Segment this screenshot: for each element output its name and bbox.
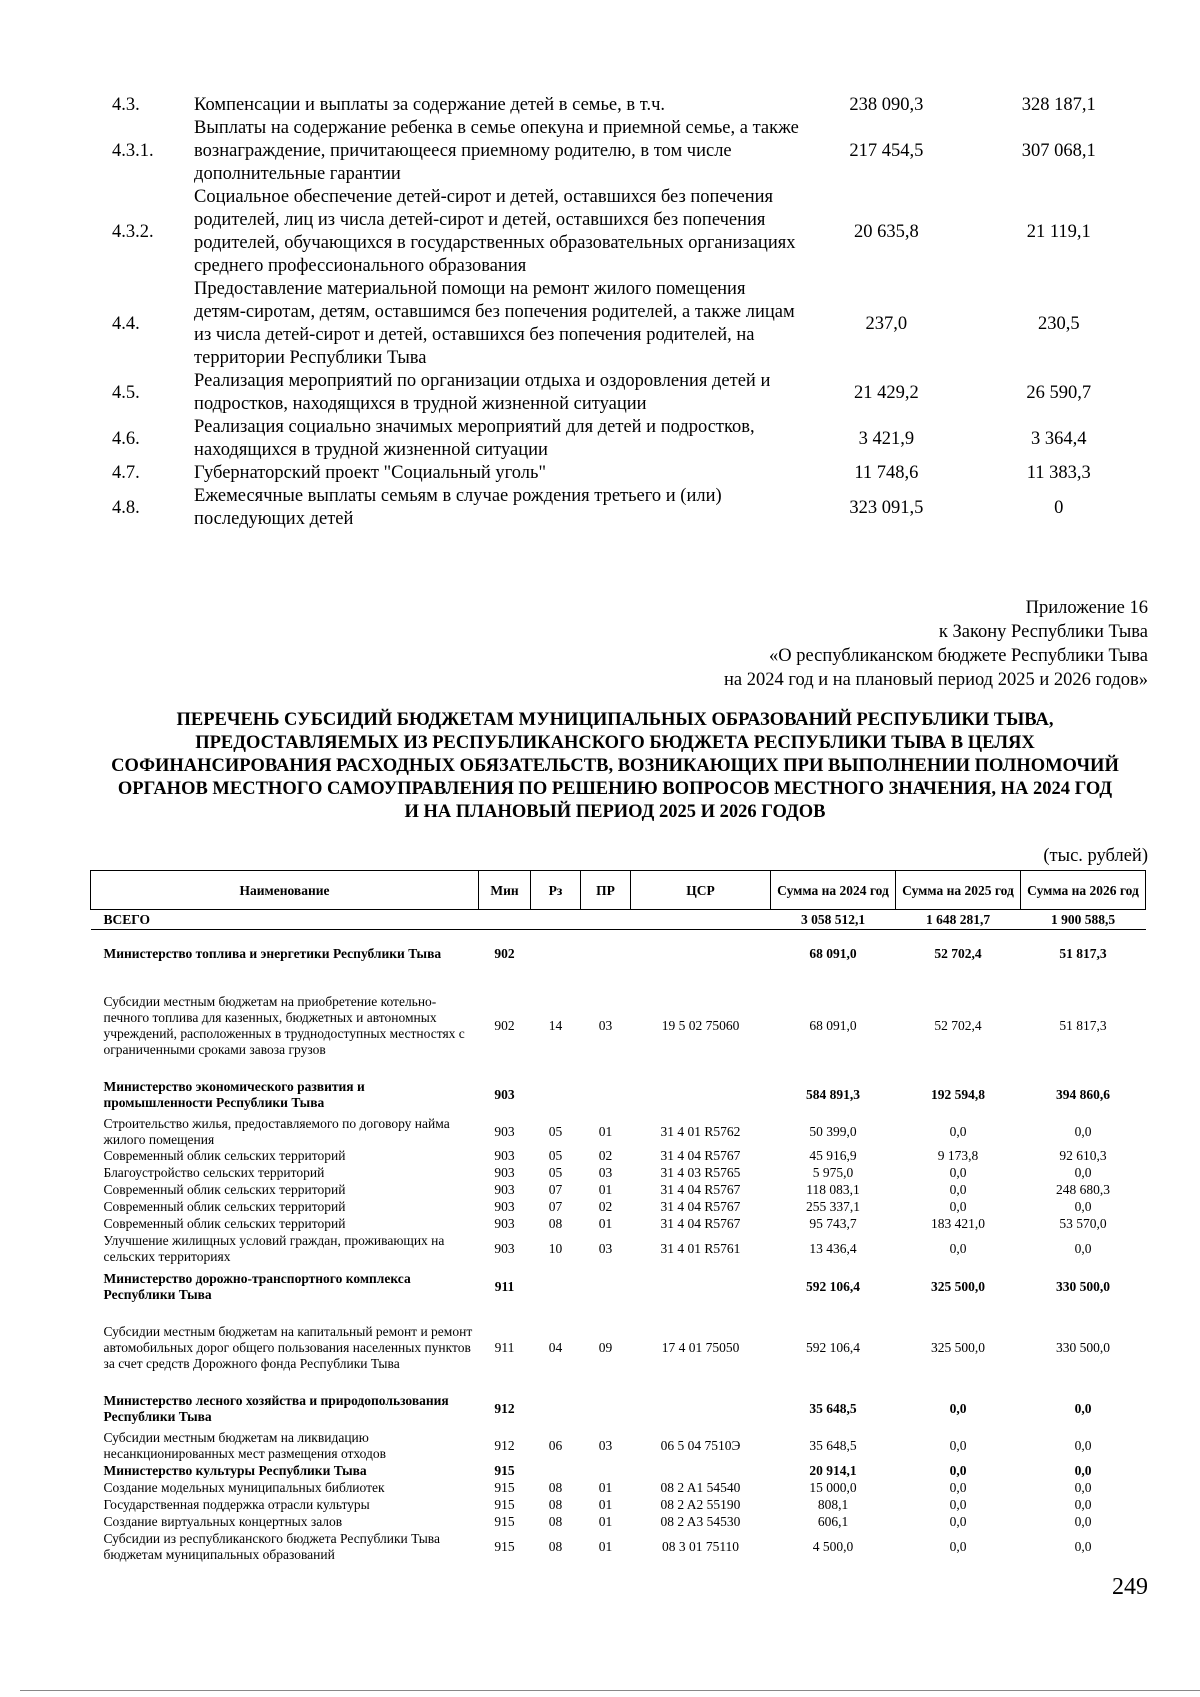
header-min: Мин [479,871,531,910]
top-table-row [100,94,1145,117]
page-number: 249 [1112,1574,1148,1600]
row-sum-2026: 0,0 [1074,1123,1092,1139]
subsidy-row [91,1233,1146,1266]
row-sum-2026: 0,0 [1074,1497,1092,1512]
row-number: 4.3.2. [112,221,154,242]
row-min: 903 [494,1241,515,1256]
row-min: 915 [494,1463,515,1478]
row-sum-2025: 192 594,8 [931,1086,985,1102]
total-row [91,910,1146,930]
row-sum-2026: 0,0 [1074,1463,1092,1478]
row-min: 911 [494,1339,515,1355]
header-pr: ПР [581,871,631,910]
row-sum-2026: 394 860,6 [1056,1086,1110,1102]
ministry-row [91,1074,1146,1116]
row-name: Реализация социально значимых мероприятий для детей и подростков, находящихся в трудной жизненной ситуации [194,417,755,460]
row-number: 4.4. [112,313,140,334]
row-sum-2024: 15 000,0 [809,1480,857,1495]
row-csr: 31 4 04 R5767 [660,1199,741,1214]
ministry-row [91,930,1146,978]
value-2025: 11 383,3 [1026,463,1091,483]
row-name: Государственная поддержка отрасли культуры [103,1497,370,1512]
row-name: Улучшение жилищных условий граждан, проживающих на сельских территориях [103,1233,445,1264]
row-pr: 01 [598,1182,613,1197]
value-2024: 3 421,9 [858,428,915,449]
value-2024: 238 090,3 [849,95,924,115]
row-name: Субсидии местным бюджетам на капитальный ремонт и ремонт автомобильных дорог общего пользования населенных пунктов за счет средств Дорожного фонда Республики Тыва [103,1323,473,1371]
row-csr: 31 4 01 R5762 [660,1123,741,1139]
subsidy-row [91,1148,1146,1165]
top-table-row [100,370,1145,416]
row-pr: 01 [598,1480,613,1495]
row-csr [631,930,771,978]
scan-edge-line [20,1690,1200,1691]
row-csr [631,1463,771,1480]
row-name: Ежемесячные выплаты семьям в случае рождения третьего и (или) последующих детей [194,486,722,529]
row-sum-2026: 0,0 [1074,1165,1092,1180]
top-table [100,94,1145,531]
row-name: Субсидии местным бюджетам на ликвидацию несанкционированных мест размещения отходов [103,1430,387,1461]
row-name: Министерство культуры Республики Тыва [103,1463,367,1478]
subsidy-row [91,1216,1146,1233]
row-pr: 01 [598,1538,613,1554]
row-name: Современный облик сельских территорий [103,1148,346,1163]
row-pr: 03 [598,1241,613,1256]
row-name: Создание виртуальных концертных залов [103,1514,343,1529]
subsidy-row [91,1480,1146,1497]
row-sum-2025: 0,0 [949,1400,967,1416]
row-sum-2025: 52 702,4 [934,945,982,961]
row-rz: 08 [548,1538,563,1554]
row-name: Строительство жилья, предоставляемого по договору найма жилого помещения [103,1115,450,1147]
row-sum-2026: 0,0 [1074,1438,1092,1453]
row-name: Министерство экономического развития и промышленности Республики Тыва [103,1078,365,1110]
top-table-row [100,485,1145,531]
subsidy-row [91,978,1146,1074]
row-sum-2024: 35 648,5 [809,1400,857,1416]
row-sum-2026: 92 610,3 [1059,1148,1107,1163]
row-sum-2025: 52 702,4 [934,1017,982,1033]
row-csr: 31 4 04 R5767 [660,1182,741,1197]
row-name: Субсидии местным бюджетам на приобретение котельно-печного топлива для казенных, бюджетных и автономных учреждений, расположенных в труднодоступных местностях с ограниченными сроками завоза грузов [103,993,465,1057]
ministry-row [91,1266,1146,1308]
header-rz: Рз [531,871,581,910]
row-sum-2026: 0,0 [1074,1514,1092,1529]
row-sum-2024: 13 436,4 [809,1241,857,1256]
row-pr: 01 [598,1123,613,1139]
row-rz: 05 [548,1165,563,1180]
row-number: 4.8. [112,497,140,518]
row-name: Субсидии из республиканского бюджета Республики Тыва бюджетам муниципальных образований [103,1530,440,1562]
row-sum-2024: 95 743,7 [809,1216,857,1231]
row-min: 903 [494,1123,515,1139]
row-sum-2026: 51 817,3 [1059,1017,1107,1033]
row-rz: 07 [548,1182,563,1197]
row-pr [581,1074,631,1116]
value-2024: 217 454,5 [849,141,924,161]
row-sum-2025: 0,0 [949,1241,967,1256]
value-2025: 307 068,1 [1021,141,1096,161]
row-rz: 08 [548,1216,563,1231]
row-name: Министерство лесного хозяйства и природопользования Республики Тыва [103,1392,449,1424]
value-2025: 230,5 [1037,313,1080,334]
row-name: Министерство топлива и энергетики Республики Тыва [103,945,442,961]
row-rz: 05 [548,1148,563,1163]
value-2025: 0 [1054,497,1064,518]
total-2026: 1 900 588,5 [1021,910,1146,930]
row-min: 903 [494,1165,515,1180]
row-min: 902 [494,945,515,961]
ministry-row [91,1463,1146,1480]
row-sum-2026: 330 500,0 [1056,1278,1110,1294]
row-name: Предоставление материальной помощи на ремонт жилого помещения детям-сиротам, детям, оставшимся без попечения родителей, а также лицам из числа детей-сирот и детей, оставшихся без попечения родителей, на территории Республики Тыва [194,279,795,368]
row-sum-2024: 50 399,0 [809,1123,857,1139]
header-sum-2024: Сумма на 2024 год [771,871,896,910]
row-min: 903 [494,1199,515,1214]
row-sum-2024: 68 091,0 [809,945,857,961]
row-sum-2024: 606,1 [817,1514,849,1529]
header-sum-2026: Сумма на 2026 год [1021,871,1146,910]
row-rz: 04 [548,1339,563,1355]
row-number: 4.3.1. [112,141,154,161]
row-min: 903 [494,1148,515,1163]
row-pr: 03 [598,1017,613,1033]
value-2024: 323 091,5 [849,497,924,518]
row-name: Губернаторский проект "Социальный уголь" [194,463,547,483]
row-name: Выплаты на содержание ребенка в семье опекуна и приемной семье, а также вознаграждение, причитающееся приемному родителю, в том числе дополнительные гарантии [194,118,799,184]
row-pr: 02 [598,1148,613,1163]
total-2024: 3 058 512,1 [771,910,896,930]
subsidy-row [91,1531,1146,1563]
row-csr [631,1074,771,1116]
subsidy-row [91,1165,1146,1182]
row-rz [531,930,581,978]
row-min: 903 [494,1182,515,1197]
row-csr: 17 4 01 75050 [661,1339,740,1355]
top-table-row [100,278,1145,370]
row-csr: 31 4 04 R5767 [660,1216,741,1231]
row-csr: 08 3 01 75110 [661,1538,740,1554]
row-min: 915 [494,1538,515,1554]
row-csr: 31 4 03 R5765 [660,1165,741,1180]
table-header-row [91,871,1146,910]
row-sum-2024: 68 091,0 [809,1017,857,1033]
row-min: 911 [494,1278,515,1294]
row-sum-2024: 592 106,4 [806,1278,860,1294]
row-rz: 06 [548,1438,563,1453]
row-name: Социальное обеспечение детей-сирот и детей, оставшихся без попечения родителей, лиц из числа детей-сирот и детей, оставшихся без попечения родителей, обучающихся в государственных образовательных организациях среднего профессионального образования [194,187,796,276]
units-label: (тыс. рублей) [1043,846,1148,866]
row-sum-2025: 9 173,8 [937,1148,979,1163]
row-csr: 08 2 A1 54540 [660,1480,741,1495]
row-sum-2025: 183 421,0 [931,1216,985,1231]
row-sum-2025: 0,0 [949,1182,967,1197]
row-rz: 07 [548,1199,563,1214]
value-2025: 3 364,4 [1031,428,1087,449]
row-min: 912 [494,1438,515,1453]
row-rz [531,1388,581,1430]
row-name: Компенсации и выплаты за содержание детей в семье, в т.ч. [194,95,665,115]
value-2025: 21 119,1 [1026,221,1091,242]
row-rz: 14 [548,1017,563,1033]
row-sum-2026: 0,0 [1074,1538,1092,1554]
document-title: ПЕРЕЧЕНЬ СУБСИДИЙ БЮДЖЕТАМ МУНИЦИПАЛЬНЫХ ОБРАЗОВАНИЙ РЕСПУБЛИКИ ТЫВА, ПРЕДОСТАВЛЯЕМЫХ ИЗ РЕСПУБЛИКАНСКОГО БЮДЖЕТА РЕСПУБЛИКИ ТЫВА В ЦЕЛЯХ СОФИНАНСИРОВАНИЯ РАСХОДНЫХ ОБЯЗАТЕЛЬСТВ, ВОЗНИКАЮЩИХ ПРИ ВЫПОЛНЕНИИ ПОЛНОМОЧИЙ ОРГАНОВ МЕСТНОГО САМОУПРАВЛЕНИЯ ПО РЕШЕНИЮ ВОПРОСОВ МЕСТНОГО ЗНАЧЕНИЯ, НА 2024 ГОД И НА ПЛАНОВЫЙ ПЕРИОД 2025 И 2026 ГОДОВ [111,710,1119,822]
subsidy-row [91,1497,1146,1514]
row-csr: 06 5 04 7510Э [660,1438,741,1453]
row-csr [631,1388,771,1430]
row-rz: 10 [548,1241,563,1256]
row-name: Реализация мероприятий по организации отдыха и оздоровления детей и подростков, находящихся в трудной жизненной ситуации [194,371,771,414]
row-csr: 08 2 A3 54530 [660,1514,741,1529]
row-min: 915 [494,1497,515,1512]
appendix-header [724,596,1148,692]
value-2025: 328 187,1 [1021,95,1096,115]
row-csr: 31 4 04 R5767 [660,1148,741,1163]
row-csr: 19 5 02 75060 [661,1017,740,1033]
appendix-line: Приложение 16 [1025,598,1148,618]
row-pr [581,930,631,978]
row-csr: 08 2 A2 55190 [660,1497,741,1512]
row-pr [581,1266,631,1308]
row-min: 912 [494,1400,515,1416]
subsidy-row [91,1430,1146,1463]
subsidy-row [91,1116,1146,1148]
row-name: Министерство дорожно-транспортного комплекса Республики Тыва [103,1270,411,1302]
total-label: ВСЕГО [91,910,479,930]
appendix-line: к Закону Республики Тыва [938,622,1148,642]
row-number: 4.5. [112,382,140,403]
row-sum-2026: 0,0 [1074,1199,1092,1214]
header-name: Наименование [91,871,479,910]
row-name: Создание модельных муниципальных библиотек [103,1480,385,1495]
row-rz: 05 [548,1123,563,1139]
row-sum-2025: 0,0 [949,1480,967,1495]
row-sum-2024: 20 914,1 [809,1463,857,1478]
row-sum-2025: 0,0 [949,1165,967,1180]
row-min: 915 [494,1480,515,1495]
top-table-row [100,416,1145,462]
subsidy-row [91,1199,1146,1216]
row-sum-2024: 808,1 [817,1497,849,1512]
total-2025: 1 648 281,7 [896,910,1021,930]
row-csr: 31 4 01 R5761 [660,1241,741,1256]
row-sum-2026: 0,0 [1074,1400,1092,1416]
row-csr [631,1266,771,1308]
row-pr: 01 [598,1497,613,1512]
row-sum-2026: 51 817,3 [1059,945,1107,961]
row-sum-2025: 0,0 [949,1538,967,1554]
row-sum-2025: 0,0 [949,1199,967,1214]
row-name: Благоустройство сельских территорий [103,1165,325,1180]
value-2025: 26 590,7 [1026,382,1092,403]
row-pr: 03 [598,1165,613,1180]
appendix-line: на 2024 год и на плановый период 2025 и 2026 годов» [724,670,1148,690]
appendix-line: «О республиканском бюджете Республики Тыва [769,646,1148,666]
row-pr [581,1388,631,1430]
subsidy-row [91,1308,1146,1388]
row-pr: 02 [598,1199,613,1214]
row-sum-2024: 584 891,3 [806,1086,860,1102]
row-min: 915 [494,1514,515,1529]
row-rz [531,1266,581,1308]
row-number: 4.6. [112,428,140,449]
top-table-row [100,117,1145,186]
row-pr [581,1463,631,1480]
row-pr: 01 [598,1216,613,1231]
row-number: 4.7. [112,463,140,483]
row-sum-2024: 5 975,0 [812,1165,854,1180]
row-sum-2025: 0,0 [949,1514,967,1529]
row-min: 903 [494,1086,515,1102]
row-sum-2024: 4 500,0 [812,1538,854,1554]
row-sum-2025: 325 500,0 [931,1278,985,1294]
row-name: Современный облик сельских территорий [103,1182,346,1197]
row-sum-2026: 0,0 [1074,1241,1092,1256]
value-2024: 237,0 [865,313,908,334]
row-sum-2026: 0,0 [1074,1480,1092,1495]
row-sum-2024: 255 337,1 [806,1199,860,1214]
row-sum-2025: 0,0 [949,1438,967,1453]
row-rz [531,1074,581,1116]
top-table-row [100,186,1145,278]
row-sum-2026: 330 500,0 [1056,1339,1110,1355]
row-rz: 08 [548,1497,563,1512]
value-2024: 21 429,2 [853,382,919,403]
row-sum-2025: 0,0 [949,1497,967,1512]
value-2024: 20 635,8 [853,221,919,242]
row-name: Современный облик сельских территорий [103,1216,346,1231]
value-2024: 11 748,6 [854,463,919,483]
row-rz [531,1463,581,1480]
subsidies-table [90,870,1146,1563]
row-sum-2024: 35 648,5 [809,1438,857,1453]
row-sum-2025: 0,0 [949,1123,967,1139]
row-min: 903 [494,1216,515,1231]
row-min: 902 [494,1017,515,1033]
header-csr: ЦСР [631,871,771,910]
row-number: 4.3. [112,95,140,115]
row-pr: 03 [598,1438,613,1453]
row-rz: 08 [548,1514,563,1529]
row-sum-2024: 45 916,9 [809,1148,857,1163]
row-sum-2024: 118 083,1 [806,1182,860,1197]
header-sum-2025: Сумма на 2025 год [896,871,1021,910]
row-sum-2025: 0,0 [949,1463,967,1478]
row-name: Современный облик сельских территорий [103,1199,346,1214]
subsidy-row [91,1514,1146,1531]
ministry-row [91,1388,1146,1430]
row-rz: 08 [548,1480,563,1495]
row-sum-2024: 592 106,4 [806,1339,860,1355]
row-pr: 09 [598,1339,613,1355]
row-sum-2026: 248 680,3 [1056,1182,1110,1197]
row-sum-2026: 53 570,0 [1059,1216,1107,1231]
row-pr: 01 [598,1514,613,1529]
top-table-row [100,462,1145,485]
row-sum-2025: 325 500,0 [931,1339,985,1355]
subsidy-row [91,1182,1146,1199]
